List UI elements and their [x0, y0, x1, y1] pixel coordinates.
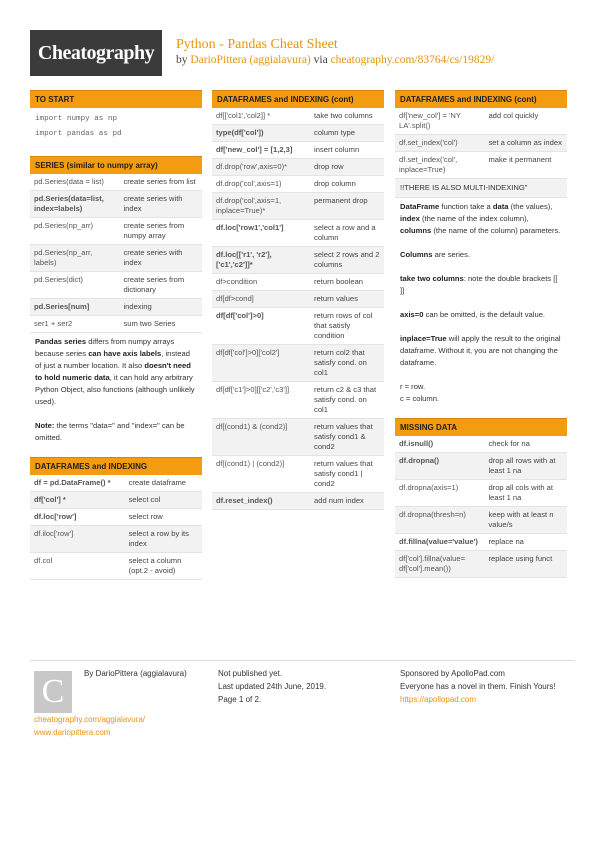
table-row [395, 436, 567, 453]
cell-key: df['new_col'] = 'NY LA'.split() [399, 111, 461, 130]
cell-key: pd.Series(data=list, index=labels) [30, 191, 119, 218]
cell-value: set a column as index [484, 135, 567, 152]
cell-value: return values that satisfy cond1 | cond2 [314, 459, 373, 488]
sheet-title: Python - Pandas Cheat Sheet [176, 37, 338, 52]
column-1 [30, 90, 202, 590]
cell-key: df[(cond1) & (cond2)] [212, 419, 310, 456]
published-status: Not published yet. [218, 669, 283, 678]
cell-key: df.fillna(value='value') [399, 537, 478, 546]
series-notes [30, 333, 202, 447]
code-line: import numpy as np [35, 115, 118, 123]
cell-key: df.set_index('col', inplace=True) [399, 155, 458, 174]
cell-key: type(df['col']) [212, 125, 310, 142]
table-row [30, 509, 202, 526]
dataframes-cont-table-2 [395, 108, 567, 179]
author-website-link[interactable]: www.dariopittera.com [34, 728, 111, 737]
cell-value: take two columns [314, 111, 373, 120]
section-heading: MISSING DATA [395, 418, 567, 436]
table-row [212, 159, 384, 176]
note-paragraph: take two columns: note the double brackets [[ ]] [400, 274, 558, 295]
cell-key: pd.Series(np_arr, labels) [30, 245, 119, 272]
cell-value: return rows of col that satisfy condition [314, 311, 373, 340]
cell-value: drop column [314, 179, 356, 188]
table-row [212, 176, 384, 193]
cell-value: return col2 that satisfy cond. on col1 [310, 345, 384, 382]
cell-value: replace na [488, 537, 524, 546]
note-paragraph: r = row. c = column. [400, 382, 440, 403]
sponsor-name[interactable]: ApolloPad.com [451, 669, 505, 678]
by-label: By [84, 669, 94, 678]
cell-value: drop all cols with at least 1 na [488, 483, 554, 502]
cell-value: select a row and a column [314, 223, 376, 242]
cell-key: pd.Series[num] [30, 299, 119, 316]
cell-value: add num index [310, 493, 384, 510]
table-row [395, 135, 567, 152]
via-label: via [313, 54, 328, 66]
table-row [30, 553, 202, 580]
table-row [30, 245, 202, 272]
cheatography-profile-link[interactable]: cheatography.com/aggialavura/ [34, 715, 146, 724]
cell-value: return boolean [314, 277, 364, 286]
cell-key: df.set_index('col') [395, 135, 484, 152]
table-row [212, 274, 384, 291]
footer-links [34, 713, 145, 739]
cell-value: sum two Series [123, 319, 176, 328]
cell-key: df.dropna() [395, 453, 484, 480]
cell-value: create dataframe [128, 478, 186, 487]
table-row [395, 152, 567, 179]
cell-key: df.drop('col',axis=1, inplace=True)* [212, 193, 310, 220]
note-paragraph: Pandas series differs from numpy arrays because series can have axis labels, instead of just a number location. It also doesn't need to hold numeric data, it can hold any arbitrary Python Object, also functions (although unlikely used). [35, 337, 195, 406]
cell-value: check for na [488, 439, 530, 448]
sponsor-link[interactable]: https://apollopad.com [400, 695, 477, 704]
cell-value: return values [310, 291, 384, 308]
table-row [30, 492, 202, 509]
cell-key: pd.Series(dict) [34, 275, 83, 284]
cheatography-logo[interactable]: Cheatography [30, 30, 162, 76]
cell-value: permanent drop [310, 193, 384, 220]
column-2 [212, 90, 384, 520]
footer-author [84, 667, 187, 680]
table-row [30, 299, 202, 316]
cell-value: insert column [314, 145, 360, 154]
cell-value: keep with at least n value/s [484, 507, 567, 534]
cell-value: create series from dictionary [123, 275, 185, 294]
table-row [212, 247, 384, 274]
series-table [30, 174, 202, 333]
table-row [212, 456, 384, 493]
cell-key: df[df['col']>0] [216, 311, 264, 320]
cell-key: df[df['col']>0]['col2'] [212, 345, 310, 382]
table-row [30, 475, 202, 492]
table-row [30, 218, 202, 245]
sheet-url-link[interactable]: cheatography.com/83764/cs/19829/ [330, 54, 495, 66]
note-paragraph: axis=0 can be omitted, is the default value. [400, 310, 546, 319]
table-row [212, 308, 384, 345]
cell-key: df.loc['row1','col1'] [216, 223, 284, 232]
section-heading: DATAFRAMES and INDEXING (cont) [212, 90, 384, 108]
code-block [30, 108, 202, 146]
cell-value: select row [128, 512, 163, 521]
dataframes-cont-table [212, 108, 384, 510]
cell-key: df[['col1','col2]] * [216, 111, 271, 120]
table-row [212, 291, 384, 308]
page-number: Page 1 of 2. [218, 695, 262, 704]
cell-value: create series from list [123, 177, 196, 186]
cell-key: df = pd.DataFrame() * [34, 478, 111, 487]
footer-publish-info [218, 667, 326, 706]
dataframes-indexing-section [30, 457, 202, 580]
cell-value: create series from numpy array [123, 221, 185, 240]
table-row [212, 142, 384, 159]
table-row [395, 507, 567, 534]
dataframes-table [30, 475, 202, 580]
multi-index-banner: !!THERE IS ALSO MULTI-INDEXING" [395, 179, 567, 198]
cell-value: select 2 rows and 2 columns [310, 247, 384, 274]
cell-key: df[(cond1) | (cond2)] [216, 459, 285, 468]
cell-key: df['col'] * [30, 492, 125, 509]
cell-key: pd.Series(np_arr) [34, 221, 94, 230]
note-paragraph: Columns are series. [400, 250, 471, 259]
note-paragraph: Note: the terms "data=" and "index=" can be omitted. [35, 421, 185, 442]
cell-value: select col [125, 492, 202, 509]
cell-value: drop row [310, 159, 384, 176]
cell-value: return values that satisfy cond1 & cond2 [310, 419, 384, 456]
cell-value: drop all rows with at least 1 na [484, 453, 567, 480]
section-heading: SERIES (similar to numpy array) [30, 156, 202, 174]
table-row [395, 551, 567, 578]
dataframes-indexing-cont-section [212, 90, 384, 510]
table-row [395, 480, 567, 507]
table-row [212, 220, 384, 247]
footer [30, 660, 575, 741]
table-row [30, 174, 202, 191]
cell-key: df[df['c1']>0][['c2','c3']] [216, 385, 290, 394]
table-row [395, 108, 567, 135]
cell-value: replace using funct [484, 551, 567, 578]
footer-sponsor [400, 667, 570, 706]
table-row [30, 316, 202, 333]
cell-value: select a row by its index [125, 526, 202, 553]
sponsor-line: Sponsored by ApolloPad.com [400, 669, 505, 678]
column-3 [395, 90, 567, 588]
byline [176, 54, 494, 66]
author-avatar: C [34, 671, 72, 713]
note-paragraph: inplace=True will apply the result to the original dataframe. Without it, you are not changing the dataframe. [400, 334, 561, 367]
table-row [395, 453, 567, 480]
table-row [30, 526, 202, 553]
table-row [30, 272, 202, 299]
cell-value: return c2 & c3 that satisfy cond. on col1 [314, 385, 377, 414]
cell-key: ser1 + ser2 [34, 319, 73, 328]
cell-key: pd.Series(data = list) [34, 177, 104, 186]
cell-key: df.loc['row'] [34, 512, 77, 521]
missing-data-section [395, 418, 567, 578]
dataframes-indexing-cont-section-2 [395, 90, 567, 408]
cell-key: df.col [34, 556, 53, 565]
dataframe-notes [395, 198, 567, 408]
section-heading: DATAFRAMES and INDEXING [30, 457, 202, 475]
cell-key: df.loc[['r1', 'r2'],['c1','c2']]* [212, 247, 310, 274]
cell-value: make it permanent [488, 155, 552, 164]
by-label: by [176, 54, 188, 66]
cell-key: df.iloc['row'] [30, 526, 125, 553]
cell-key: df.isnull() [399, 439, 434, 448]
cell-key: df.reset_index() [212, 493, 310, 510]
sponsor-text: Everyone has a novel in them. Finish Yours! [400, 682, 556, 691]
to-start-section [30, 90, 202, 146]
cell-key: df.drop('col',axis=1) [216, 179, 282, 188]
missing-data-table [395, 436, 567, 578]
author-link[interactable]: DarioPittera (aggialavura) [190, 54, 311, 66]
cell-value: indexing [119, 299, 202, 316]
table-row [212, 193, 384, 220]
cell-value: create series with index [119, 245, 202, 272]
table-row [212, 382, 384, 419]
table-row [30, 191, 202, 218]
code-line: import pandas as pd [35, 130, 122, 138]
series-section [30, 156, 202, 447]
table-row [212, 493, 384, 510]
table-row [212, 108, 384, 125]
author-handle: (aggialavura) [140, 669, 187, 678]
cell-key: df['col'].fillna(value= df['col'].mean()) [395, 551, 484, 578]
cell-key: df[df>cond] [212, 291, 310, 308]
table-row [395, 534, 567, 551]
cell-value: create series with index [119, 191, 202, 218]
cell-value: select a column (opt.2 - avoid) [128, 556, 182, 575]
cell-key: df['new_col'] = [1,2,3] [216, 145, 293, 154]
section-heading: TO START [30, 90, 202, 108]
cell-value: column type [310, 125, 384, 142]
cell-key: df.dropna(thresh=n) [395, 507, 484, 534]
cell-key: df>condition [216, 277, 258, 286]
header [30, 30, 575, 76]
table-row [212, 345, 384, 382]
table-row [212, 125, 384, 142]
note-paragraph: DataFrame function take a data (the values), index (the name of the index column), columns (the name of the column) parameters. [400, 202, 561, 235]
cell-value: add col quickly [488, 111, 539, 120]
last-updated: Last updated 24th June, 2019. [218, 682, 327, 691]
table-row [212, 419, 384, 456]
cell-key: df.drop('row',axis=0)* [212, 159, 310, 176]
author-name[interactable]: DarioPittera [95, 669, 138, 678]
cell-key: df.dropna(axis=1) [399, 483, 459, 492]
section-heading: DATAFRAMES and INDEXING (cont) [395, 90, 567, 108]
